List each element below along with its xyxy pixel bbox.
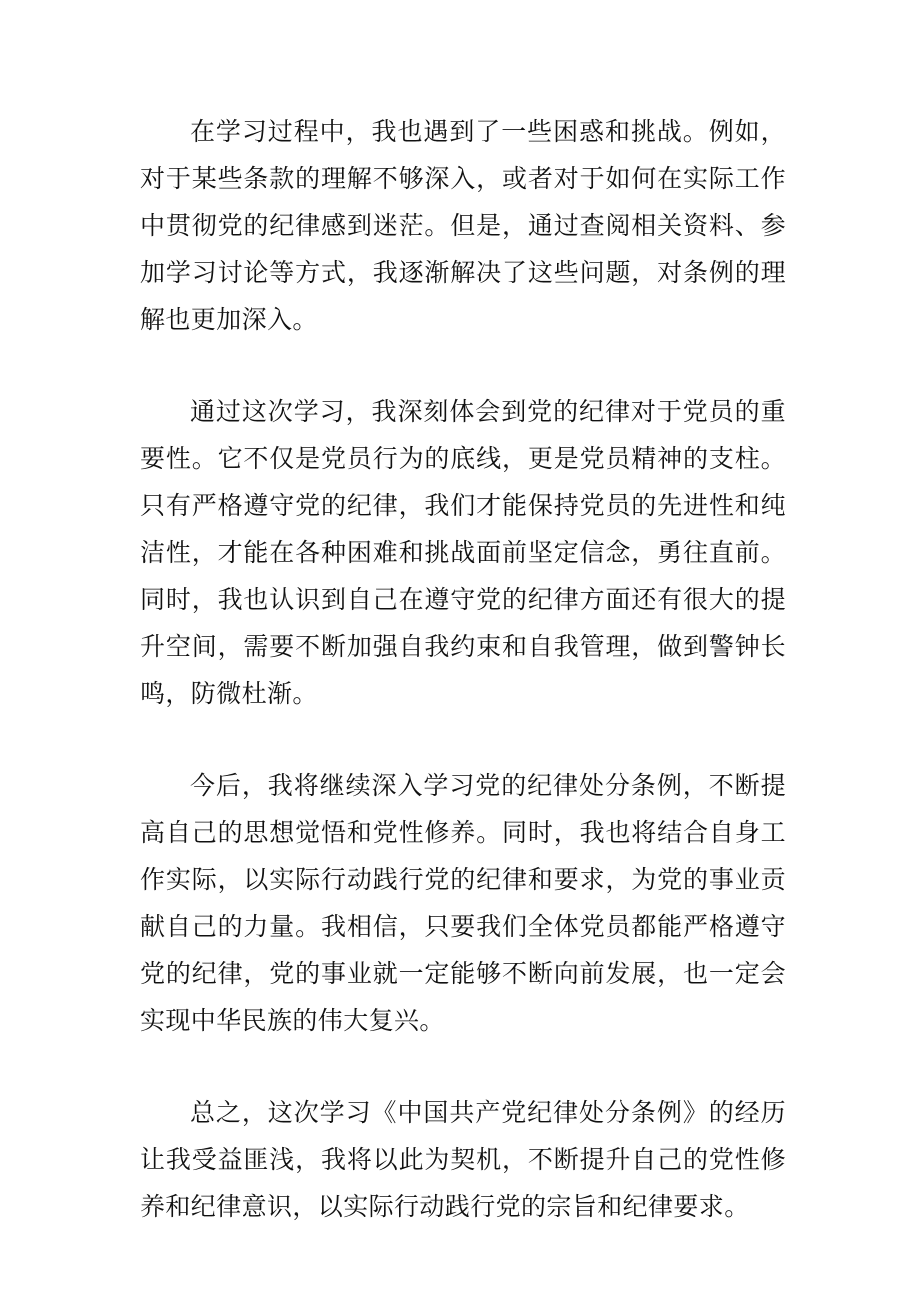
document-body [140,108,786,1230]
paragraph-learning-challenges: 在学习过程中，我也遇到了一些困惑和挑战。例如，对于某些条款的理解不够深入，或者对于如何在实际工作中贯彻党的纪律感到迷茫。但是，通过查阅相关资料、参加学习讨论等方式，我逐渐解决了这些问题，对条例的理解也更加深入。 [140,117,786,334]
paragraph-conclusion: 总之，这次学习《中国共产党纪律处分条例》的经历让我受益匪浅，我将以此为契机，不断提升自己的党性修养和纪律意识，以实际行动践行党的宗旨和纪律要求。 [140,1098,786,1221]
paragraph-future-plans: 今后，我将继续深入学习党的纪律处分条例，不断提高自己的思想觉悟和党性修养。同时，我也将结合自身工作实际，以实际行动践行党的纪律和要求，为党的事业贡献自己的力量。我相信，只要我们全体党员都能严格遵守党的纪律，党的事业就一定能够不断向前发展，也一定会实现中华民族的伟大复兴。 [140,771,786,1035]
paragraph-discipline-importance: 通过这次学习，我深刻体会到党的纪律对于党员的重要性。它不仅是党员行为的底线，更是党员精神的支柱。只有严格遵守党的纪律，我们才能保持党员的先进性和纯洁性，才能在各种困难和挑战面前坚定信念，勇往直前。同时，我也认识到自己在遵守党的纪律方面还有很大的提升空间，需要不断加强自我约束和自我管理，做到警钟长鸣，防微杜渐。 [140,397,786,708]
